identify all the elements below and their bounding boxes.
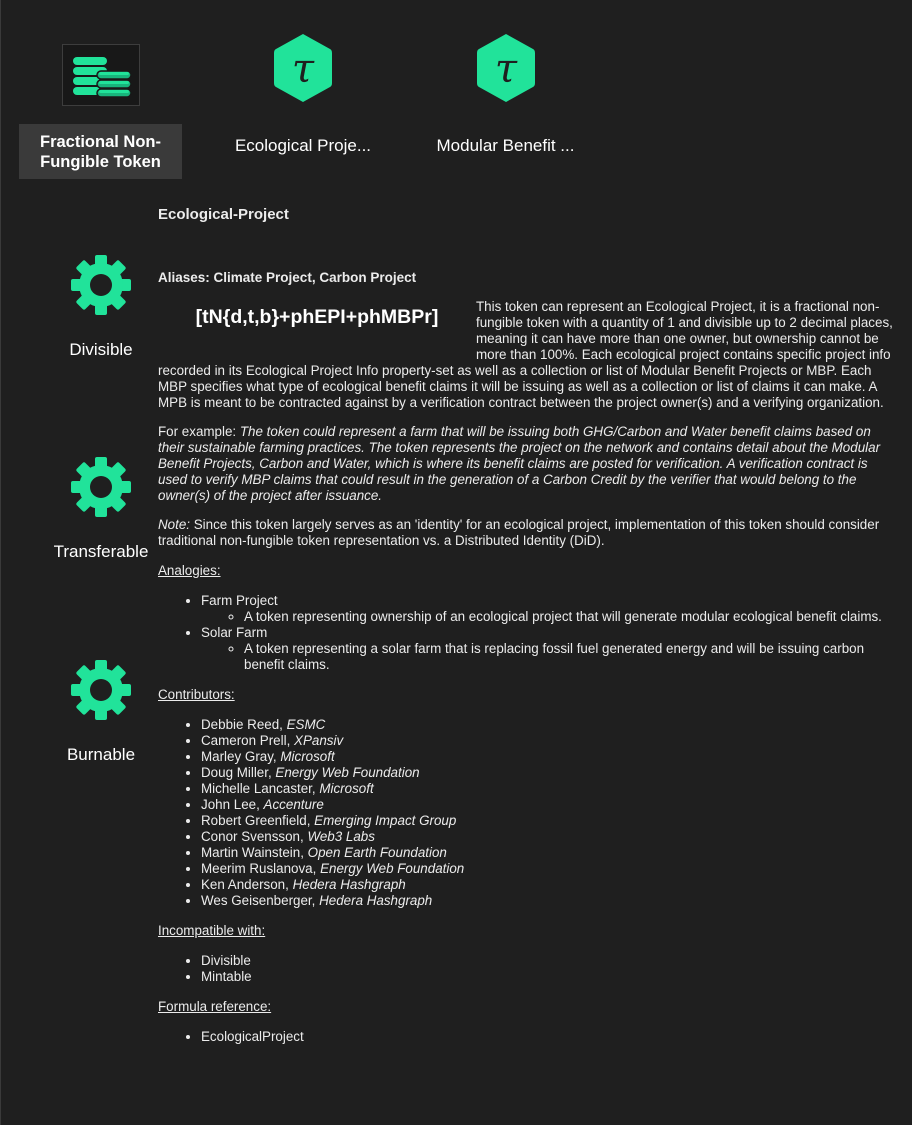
contributor-name: Conor Svensson, [201,829,308,844]
detail-description: This token can represent an Ecological Project, it is a fractional non-fungible token with a quantity of 1 and divisible up to 2 decimal places, meaning it can have more than one owner, but ownership cannot be more than 100%. Each ecological project contains specific project info recorded in its Ecological Project Info property-set as well as a collection or list of Modular Benefit Projects or MBP. Each MBP specifies what type of ecological benefit claims it will be issuing as well as a collection or list of claims it can make. A MPB is meant to be contracted against by a verification contract between the project owner(s) and a verifying organization. [158,299,893,410]
contributor-name: Doug Miller, [201,765,276,780]
contributors-list [158,717,900,909]
contributor-org: Hedera Hashgraph [319,893,433,908]
behavior-label: Transferable [53,542,149,561]
list-item [201,733,900,749]
list-item: ◦ A token representing ownership of an ecological project that will generate modular ecological benefit claims. [244,609,900,625]
tau-hexagon-icon [272,32,334,104]
contributor-name: Marley Gray, [201,749,281,764]
token-detail-panel [158,205,900,1045]
list-item [201,593,900,625]
token-tile-label: Ecological Proje... [234,136,372,155]
tau-hexagon-icon [475,32,537,104]
contributor-name: Ken Anderson, [201,877,293,892]
detail-note [158,517,900,549]
contributor-name: Michelle Lancaster, [201,781,320,796]
contributor-name: John Lee, [201,797,264,812]
list-item: • EcologicalProject [201,1029,900,1045]
contributor-name: Robert Greenfield, [201,813,315,828]
svg-text:τ: τ [494,46,517,92]
contributor-org: Accenture [263,797,324,812]
behavior-transferable[interactable] [51,456,151,562]
contributor-name: Wes Geisenberger, [201,893,320,908]
contributor-org: Hedera Hashgraph [292,877,406,892]
gear-icon [70,254,132,316]
analogy-name: Solar Farm [201,625,268,640]
contributor-org: Microsoft [319,781,374,796]
list-item [201,861,900,877]
contributor-org: Microsoft [280,749,335,764]
contributor-org: Web3 Labs [307,829,375,844]
coins-stack-icon [62,44,140,106]
contributor-org: Open Earth Foundation [307,845,447,860]
contributors-heading: Contributors: [158,687,235,702]
contributor-org: Emerging Impact Group [314,813,457,828]
detail-formula: [tN{d,t,b}+phEPI+phMBPr] [195,306,439,328]
list-item [201,877,900,893]
note-text: Since this token largely serves as an 'identity' for an ecological project, implementation of this token should consider traditional non-fungible token representation vs. a Distributed Identity (DiD). [158,517,880,548]
token-tile-ecological-project[interactable] [223,32,383,156]
example-text: The token could represent a farm that will be issuing both GHG/Carbon and Water benefit claims based on their sustainable farming practices. The token represents the project on the network and contains detail about the Modular Benefit Projects, Carbon and Water, which is where its benefit claims are posted for verification. A verification contract is used to verify MBP claims that could result in the generation of a Carbon Credit by the verifier that would belong to the owner(s) of the project after issuance. [158,424,881,503]
detail-aliases: Aliases: Climate Project, Carbon Project [158,270,417,285]
token-tile-label: Modular Benefit ... [436,136,575,155]
svg-text:τ: τ [291,46,315,92]
behavior-label: Divisible [69,340,133,359]
list-item: ◦ A token representing a solar farm that is replacing fossil fuel generated energy and will be issuing carbon benefit claims. [244,641,900,673]
contributor-org: Energy Web Foundation [320,861,465,876]
contributor-org: ESMC [286,717,326,732]
list-item [201,893,900,909]
contributor-org: XPansiv [294,733,344,748]
list-item [201,625,900,673]
list-item [201,845,900,861]
list-item: • Mintable [201,969,900,985]
contributor-name: Debbie Reed, [201,717,287,732]
analogies-heading: Analogies: [158,563,221,578]
contributor-name: Meerim Ruslanova, [201,861,321,876]
behavior-divisible[interactable] [51,254,151,360]
list-item [201,797,900,813]
detail-description-block [158,299,900,411]
contributor-name: Martin Wainstein, [201,845,308,860]
list-item [201,781,900,797]
contributor-name: Cameron Prell, [201,733,295,748]
detail-title: Ecological-Project [158,206,289,223]
incompatible-list [158,953,900,985]
detail-example [158,424,900,504]
token-tile-modular-benefit[interactable] [423,32,588,156]
formula-reference-list [158,1029,900,1045]
incompatible-heading: Incompatible with: [158,923,266,938]
list-item [201,829,900,845]
list-item [201,813,900,829]
example-lead: For example: [158,424,240,439]
analogy-name: Farm Project [201,593,278,608]
list-item [201,717,900,733]
token-tile-label: Fractional Non-Fungible Token [19,124,182,179]
behavior-label: Burnable [66,745,136,764]
analogies-list [158,593,900,673]
formula-reference-heading: Formula reference: [158,999,272,1014]
list-item [201,765,900,781]
list-item [201,749,900,765]
behavior-burnable[interactable] [51,659,151,765]
gear-icon [70,456,132,518]
gear-icon [70,659,132,721]
token-tile-fractional-nft[interactable] [19,44,182,179]
note-lead: Note: [158,517,191,532]
contributor-org: Energy Web Foundation [275,765,420,780]
list-item: • Divisible [201,953,900,969]
